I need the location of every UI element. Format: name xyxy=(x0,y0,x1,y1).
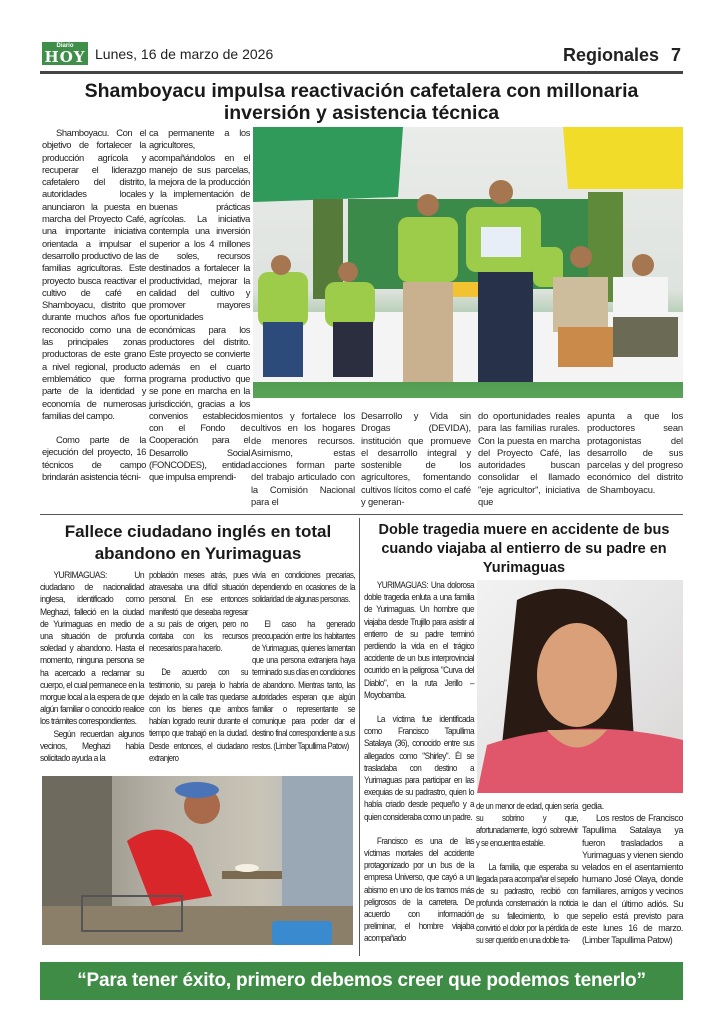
article3-photo-victim-portrait xyxy=(477,580,683,793)
paragraph: de un menor de edad, quien sería su sobrino y que, afortunadamente, logró sobrevivir y se encuentra estable. xyxy=(476,801,578,848)
article3-column-1 xyxy=(364,579,474,945)
paragraph: Los restos de Francisco Tapullima Satalaya ya fueron trasladados a Yurimaguas y vienen siendo velados en el asentamiento humano José Olaya, donde familiares, amigos y vecinos le dan el último adiós. Su sepelio está previsto para este lunes 16 de marzo. (Limber Tapullima Patow) xyxy=(582,813,683,946)
article1-photo-coffee-project-event xyxy=(253,127,683,398)
paragraph: Francisco es una de las víctimas mortales del accidente protagonizado por un bus de la empresa Universo, que cayó a un abismo en uno de los tramos más peligrosos de la carretera. De acuerdo con información preliminar, el hombre viajaba acompañado xyxy=(364,835,474,944)
paragraph: ca permanente a los agricultores, acompañándolos en el manejo de sus parcelas, la mejora de la producción y la implementación de buenas prácticas agrícolas. La iniciativa contempla una inversión superior a los 4 millones de soles, recursos destinados a fortalecer la productividad, mejorar la calidad del cultivo y promover mayores oportunidades económicas para los productores del distrito. Este proyecto se convierte además en el cuarto programa productivo que se pone en marcha en la jurisdicción, gracias a los convenios establecidos con el Fondo de Cooperación para el Desarrollo Social (FONCODES), entidad que impulsa emprendi- xyxy=(149,127,250,483)
article2-photo-elderly-man xyxy=(42,776,353,945)
paragraph: La familia, que esperaba su llegada para acompañar el sepelio de su padrastro, recibió con profunda consternación la noticia de su fallecimiento, lo que convirtió el dolor por la pérdida de su ser querido en una doble tra- xyxy=(476,861,578,946)
paragraph: do oportunidades reales para las familias rurales. Con la puesta en marcha del Proyecto Café, las autoridades buscan consolidar el llamado "eje agricultor", iniciativa que xyxy=(478,410,580,508)
article2-column-2 xyxy=(149,569,248,764)
event-photo-illustration xyxy=(253,127,683,398)
issue-date: Lunes, 16 de marzo de 2026 xyxy=(95,46,274,62)
paragraph: Desarrollo y Vida sin Drogas (DEVIDA), institución que promueve el desarrollo integral y sostenible de los agricultores, fomentando cultivos lícitos como el café y generan- xyxy=(361,410,471,508)
page-number: 7 xyxy=(670,45,681,65)
article1-column-4 xyxy=(361,410,471,508)
paragraph: YURIMAGUAS: Un ciudadano de nacionalidad inglesa, identificado como Meghazi, falleció en la ciudad de Yurimaguas en medio de una situación de profunda soledad y abandono. Hasta el momento, ninguna persona se ha acercado a reclamar su cuerpo, el cual permanece en la morgue local a la espera de que algún familiar o conocido realice los trámites correspondientes. xyxy=(40,570,144,727)
section-divider-horizontal xyxy=(40,514,683,515)
article1-headline: Shamboyacu impulsa reactivación cafetalera con millonaria inversión y asistencia técnica xyxy=(84,80,639,124)
section-divider-vertical xyxy=(359,518,360,956)
paragraph: mientos y fortalece los cultivos en los hogares de menores recursos. Asimismo, estas acciones forman parte del trabajo articulado con la Comisión Nacional para el xyxy=(251,410,355,508)
paragraph: De acuerdo con su testimonio, su pareja lo habría dejado en la calle tras quedarse con los bienes que ambos habían logrado reunir durante el tiempo que trabajó en la ciudad. Desde entonces, el ciudadano extranjero xyxy=(149,667,248,763)
article3-column-2 xyxy=(476,800,578,946)
header-rule xyxy=(40,71,683,74)
paragraph: YURIMAGUAS: Una dolorosa doble tragedia enluta a una familia de Yurimaguas. Un hombre que viajaba desde Trujillo para asistir al entierro de su padre terminó perdiendo la vida en el trágico accidente de un bus interprovincial ocurrido en la peligrosa "Curva del Diablo", en la ruta Jerillo – Moyobamba. xyxy=(364,580,474,700)
paragraph: apunta a que los productores sean protagonistas del desarrollo de sus parcelas y del progreso económico del distrito de Shamboyacu. xyxy=(587,410,683,495)
portrait-illustration xyxy=(477,580,683,793)
paragraph: La víctima fue identificada como Francisco Tapullima Satalaya (36), conocido entre sus allegados como "Shirley". Él se trasladaba con destino a Yurimaguas para participar en las exequias de su padrastro, quien lo había criado desde pequeño y a quien consideraba como un padre. xyxy=(364,714,474,822)
elderly-man-photo-illustration xyxy=(42,776,353,945)
quote-banner: “Para tener éxito, primero debemos creer que podemos tenerlo” xyxy=(40,962,683,1000)
article2-headline: Fallece ciudadano inglés en total abandono en Yurimaguas xyxy=(64,522,332,563)
paragraph: población meses atrás, pues atravesaba una difícil situación personal. En ese entonces manifestó que deseaba regresar a su país de origen, pero no contaba con los recursos necesarios para hacerlo. xyxy=(149,570,248,654)
paragraph: gedia. xyxy=(582,801,604,811)
article1-column-5 xyxy=(478,410,580,508)
paragraph: El caso ha generado preocupación entre los habitantes de Yurimaguas, quienes lamentan que una persona extranjera haya terminado sus días en condiciones de abandono. Mientras tanto, las autoridades esperan que algún familiar o representante se comunique para poder dar el destino final correspondiente a sus restos. (Limber Tapullima Patow) xyxy=(252,618,355,751)
paragraph: vivía en condiciones precarias, dependiendo en ocasiones de la solidaridad de algunas personas. xyxy=(252,570,355,605)
article2-column-1 xyxy=(40,569,144,764)
section-header xyxy=(563,45,681,66)
article1-column-2 xyxy=(149,127,250,484)
logo-small-text: Diario xyxy=(56,43,74,49)
section-name: Regionales xyxy=(562,45,659,65)
paragraph: Como parte de la ejecución del proyecto, 16 técnicos de campo brindarán asistencia técni- xyxy=(42,434,146,483)
article1-column-1 xyxy=(42,127,146,483)
diario-hoy-logo xyxy=(42,42,88,65)
article1-column-6 xyxy=(587,410,683,496)
article3-headline: Doble tragedia muere en accidente de bus cuando viajaba al entierro de su padre en Yurimaguas xyxy=(378,522,670,576)
article2-column-3 xyxy=(252,569,355,752)
article3-column-3 xyxy=(582,800,683,946)
logo-big-text: HOY xyxy=(44,48,86,66)
paragraph: Shamboyacu. Con el objetivo de fortalecer la producción agrícola y recuperar el liderazgo cafetalero del distrito, autoridades locales anunciaron la puesta en marcha del Proyecto Café, una importante iniciativa orientada a impulsar el desarrollo productivo de las familias agricultoras. Este proyecto busca reactivar el cultivo de café en Shamboyacu, distrito que durante muchos años fue reconocido como una de las principales zonas productoras de este grano a nivel regional, producto emblemático que forma parte de la identidad y economía de numerosas familias del campo. xyxy=(42,127,146,421)
article1-column-3 xyxy=(251,410,355,508)
paragraph: Según recuerdan algunos vecinos, Meghazi había solicitado ayuda a la xyxy=(40,728,144,764)
